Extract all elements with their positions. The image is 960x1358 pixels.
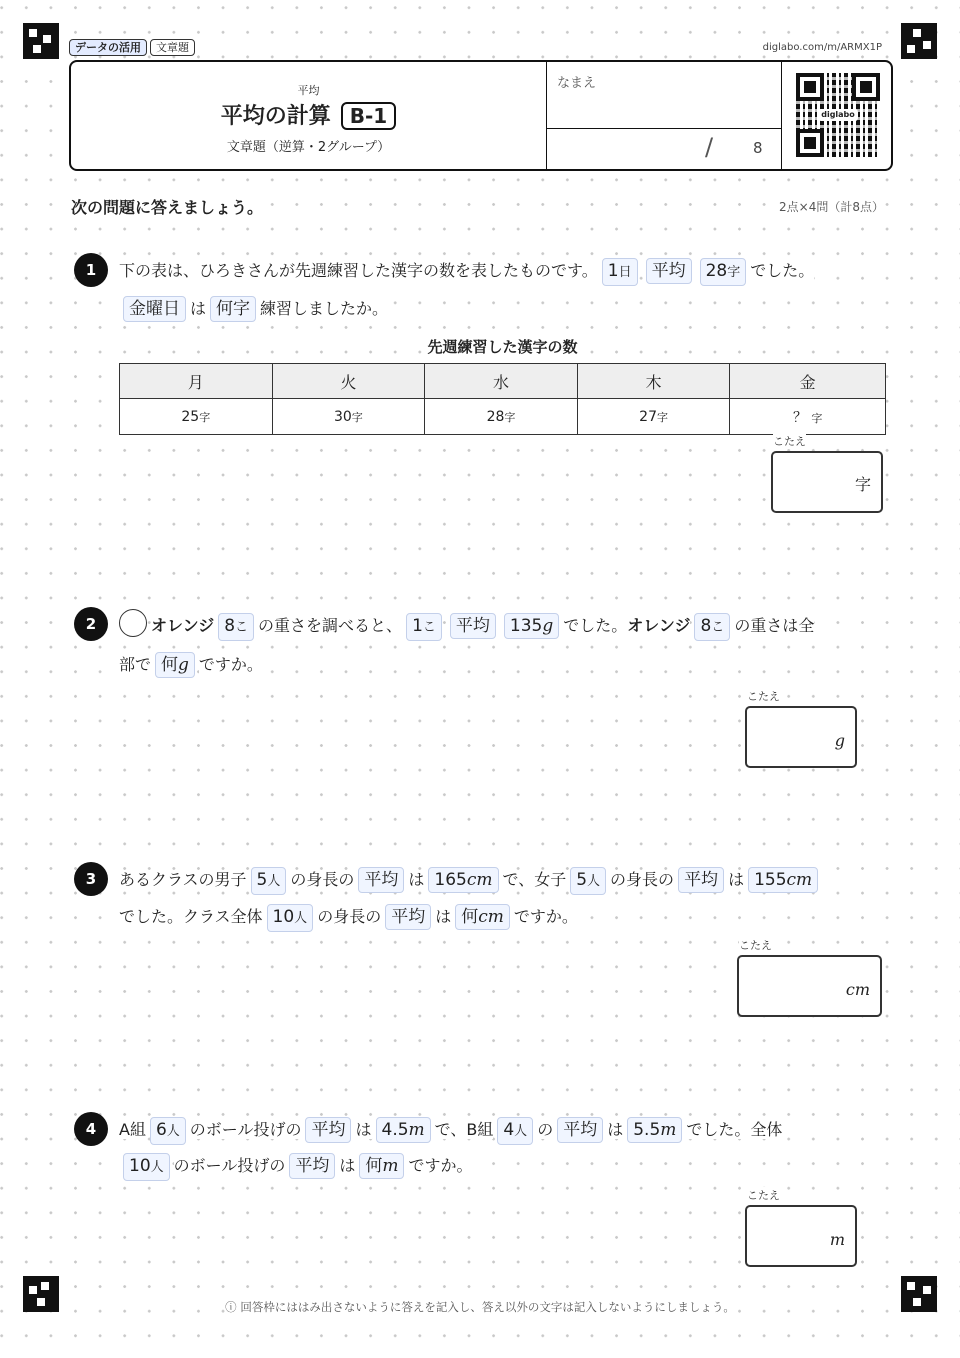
- q4-text: のボール投げの: [189, 1120, 302, 1139]
- q4-text: は: [355, 1120, 372, 1139]
- instruction-heading: 次の問題に答えましょう。: [69, 195, 265, 218]
- topic-label: 平均: [297, 84, 320, 97]
- answer-label-3: こたえ: [739, 939, 772, 952]
- q2-chip-count: 8こ: [218, 613, 254, 641]
- table-header-cell: 金: [730, 364, 886, 399]
- table-cell: 30字: [272, 399, 425, 435]
- answer-unit-4: m: [829, 1230, 845, 1249]
- q2-text: でした。: [563, 615, 628, 635]
- q3-text: あるクラスの男子: [119, 870, 247, 889]
- score-field[interactable]: [547, 129, 781, 169]
- answer-unit-2: g: [834, 731, 845, 750]
- q4-chip-total: 10人: [123, 1153, 170, 1181]
- q1-text: 下の表は、ひろきさんが先週練習した漢字の数を表したものです。: [119, 261, 598, 280]
- table-header-cell: 月: [120, 364, 273, 399]
- question-number-1: 1: [74, 253, 108, 287]
- points-info: 2点×4問（計8点）: [779, 200, 884, 214]
- answer-box-4[interactable]: [745, 1205, 857, 1267]
- q1-line-2: [119, 296, 388, 322]
- q4-text: は: [607, 1120, 624, 1139]
- table-cell: 25字: [120, 399, 273, 435]
- q2-line-2: [119, 652, 263, 678]
- page-subtitle: 文章題（逆算・2グループ）: [226, 140, 391, 155]
- table-header-cell: 木: [577, 364, 730, 399]
- worksheet-url: diglabo.com/m/ARMX1P: [762, 42, 882, 53]
- q2-chip-avg-value: 135g: [504, 613, 559, 639]
- q1-line-1: [119, 258, 814, 286]
- q4-chip-average: 平均: [557, 1117, 603, 1143]
- q2-text: 部で: [119, 655, 152, 674]
- answer-unit-1: 字: [854, 475, 871, 494]
- question-number-2: 2: [74, 607, 108, 641]
- q4-text: の: [537, 1120, 554, 1139]
- answer-label-2: こたえ: [747, 690, 780, 703]
- q4-chip-class-a: 6人: [150, 1117, 186, 1145]
- q3-text: でした。クラス全体: [119, 907, 263, 926]
- kanji-practice-table: [119, 363, 886, 435]
- q1-chip-days: 1日: [602, 258, 638, 286]
- q2-text: の重さは全: [734, 615, 815, 635]
- q4-text: でした。全体: [686, 1120, 783, 1139]
- q2-text: オレンジ: [151, 615, 215, 635]
- qr-logo: diglabo: [818, 109, 858, 121]
- q1-chip-average: 平均: [646, 258, 692, 284]
- name-label: なまえ: [557, 76, 597, 91]
- category-tags: [69, 36, 198, 56]
- q3-text: の身長の: [610, 870, 675, 889]
- tag-word-problem: 文章題: [150, 39, 195, 56]
- q2-text: ですか。: [198, 655, 263, 674]
- q4-chip-b-avg: 5.5m: [627, 1117, 682, 1143]
- level-code-badge: B-1: [341, 102, 396, 130]
- table-title: 先週練習した漢字の数: [427, 338, 578, 356]
- q1-chip-how-many: 何字: [210, 296, 256, 322]
- q1-chip-friday: 金曜日: [123, 296, 186, 322]
- q4-line-2: [119, 1153, 473, 1181]
- footer-note: ⓘ 回答枠にははみ出さないように答えを記入し、答え以外の文字は記入しないようにしましょう。: [225, 1300, 735, 1314]
- table-header-cell: 火: [272, 364, 425, 399]
- q3-chip-boys-avg: 165cm: [428, 867, 498, 893]
- q3-chip-average: 平均: [385, 904, 431, 930]
- q3-text: は: [408, 870, 425, 889]
- q2-text: の重さを調べると、: [258, 615, 403, 635]
- q4-chip-how-much: 何m: [359, 1153, 404, 1179]
- table-row: [120, 399, 886, 435]
- q4-text: のボール投げの: [173, 1156, 286, 1175]
- corner-marker-top-left: [23, 23, 59, 59]
- q3-chip-average: 平均: [358, 867, 404, 893]
- q3-chip-girls-avg: 155cm: [748, 867, 818, 893]
- q2-line-1: [119, 612, 814, 641]
- q3-text: は: [728, 870, 745, 889]
- title-section: [71, 62, 547, 169]
- q3-chip-how-much: 何cm: [455, 904, 510, 930]
- score-total: 8: [753, 139, 763, 157]
- qr-section: [781, 62, 892, 169]
- answer-label-4: こたえ: [747, 1189, 780, 1202]
- q3-text: で、女子: [502, 870, 567, 889]
- q1-text: は: [190, 299, 207, 318]
- q3-text: の身長の: [317, 907, 382, 926]
- q1-chip-avg-value: 28字: [700, 258, 747, 286]
- q3-chip-girls: 5人: [570, 867, 606, 895]
- q4-chip-class-b: 4人: [497, 1117, 533, 1145]
- q2-chip-per: 1こ: [406, 613, 442, 641]
- qr-code-icon: [796, 73, 880, 157]
- answer-box-1[interactable]: [771, 451, 883, 513]
- q4-text: ですか。: [408, 1156, 473, 1175]
- q3-text: は: [435, 907, 452, 926]
- q4-text: で、B組: [434, 1120, 494, 1139]
- page-title: [71, 99, 546, 130]
- q3-chip-average: 平均: [678, 867, 724, 893]
- q4-line-1: [119, 1117, 782, 1145]
- table-header-row: [120, 364, 886, 399]
- corner-marker-top-right: [901, 23, 937, 59]
- q3-line-1: [119, 867, 822, 895]
- question-number-4: 4: [74, 1112, 108, 1146]
- title-text: 平均の計算: [220, 104, 331, 129]
- table-cell: 27字: [577, 399, 730, 435]
- q3-text: の身長の: [290, 870, 355, 889]
- q2-chip-how-much: 何g: [155, 652, 195, 678]
- answer-unit-3: cm: [845, 980, 870, 999]
- q4-chip-average: 平均: [289, 1153, 335, 1179]
- name-field[interactable]: [547, 62, 781, 129]
- q2-chip-average: 平均: [450, 613, 496, 639]
- q2-text: オレンジ: [627, 615, 691, 635]
- score-slash: /: [705, 133, 714, 161]
- answer-label-1: こたえ: [773, 435, 806, 448]
- q3-text: ですか。: [513, 907, 578, 926]
- question-number-3: 3: [74, 862, 108, 896]
- q3-chip-total: 10人: [267, 904, 314, 932]
- q4-chip-average: 平均: [305, 1117, 351, 1143]
- q3-line-2: [119, 904, 578, 932]
- answer-box-3[interactable]: [737, 955, 882, 1017]
- q4-text: A組: [119, 1120, 146, 1139]
- q1-text: 練習しましたか。: [260, 299, 389, 318]
- q1-text: でした。: [750, 261, 815, 280]
- q2-chip-count-2: 8こ: [694, 613, 730, 641]
- answer-box-2[interactable]: [745, 706, 857, 768]
- q3-chip-boys: 5人: [251, 867, 287, 895]
- worksheet-header: [69, 60, 893, 171]
- q4-chip-a-avg: 4.5m: [376, 1117, 431, 1143]
- table-cell: ？ 字: [730, 399, 886, 435]
- tag-data-usage: データの活用: [69, 39, 147, 56]
- table-header-cell: 水: [425, 364, 578, 399]
- table-cell: 28字: [425, 399, 578, 435]
- q4-text: は: [339, 1156, 356, 1175]
- orange-icon: [119, 609, 147, 637]
